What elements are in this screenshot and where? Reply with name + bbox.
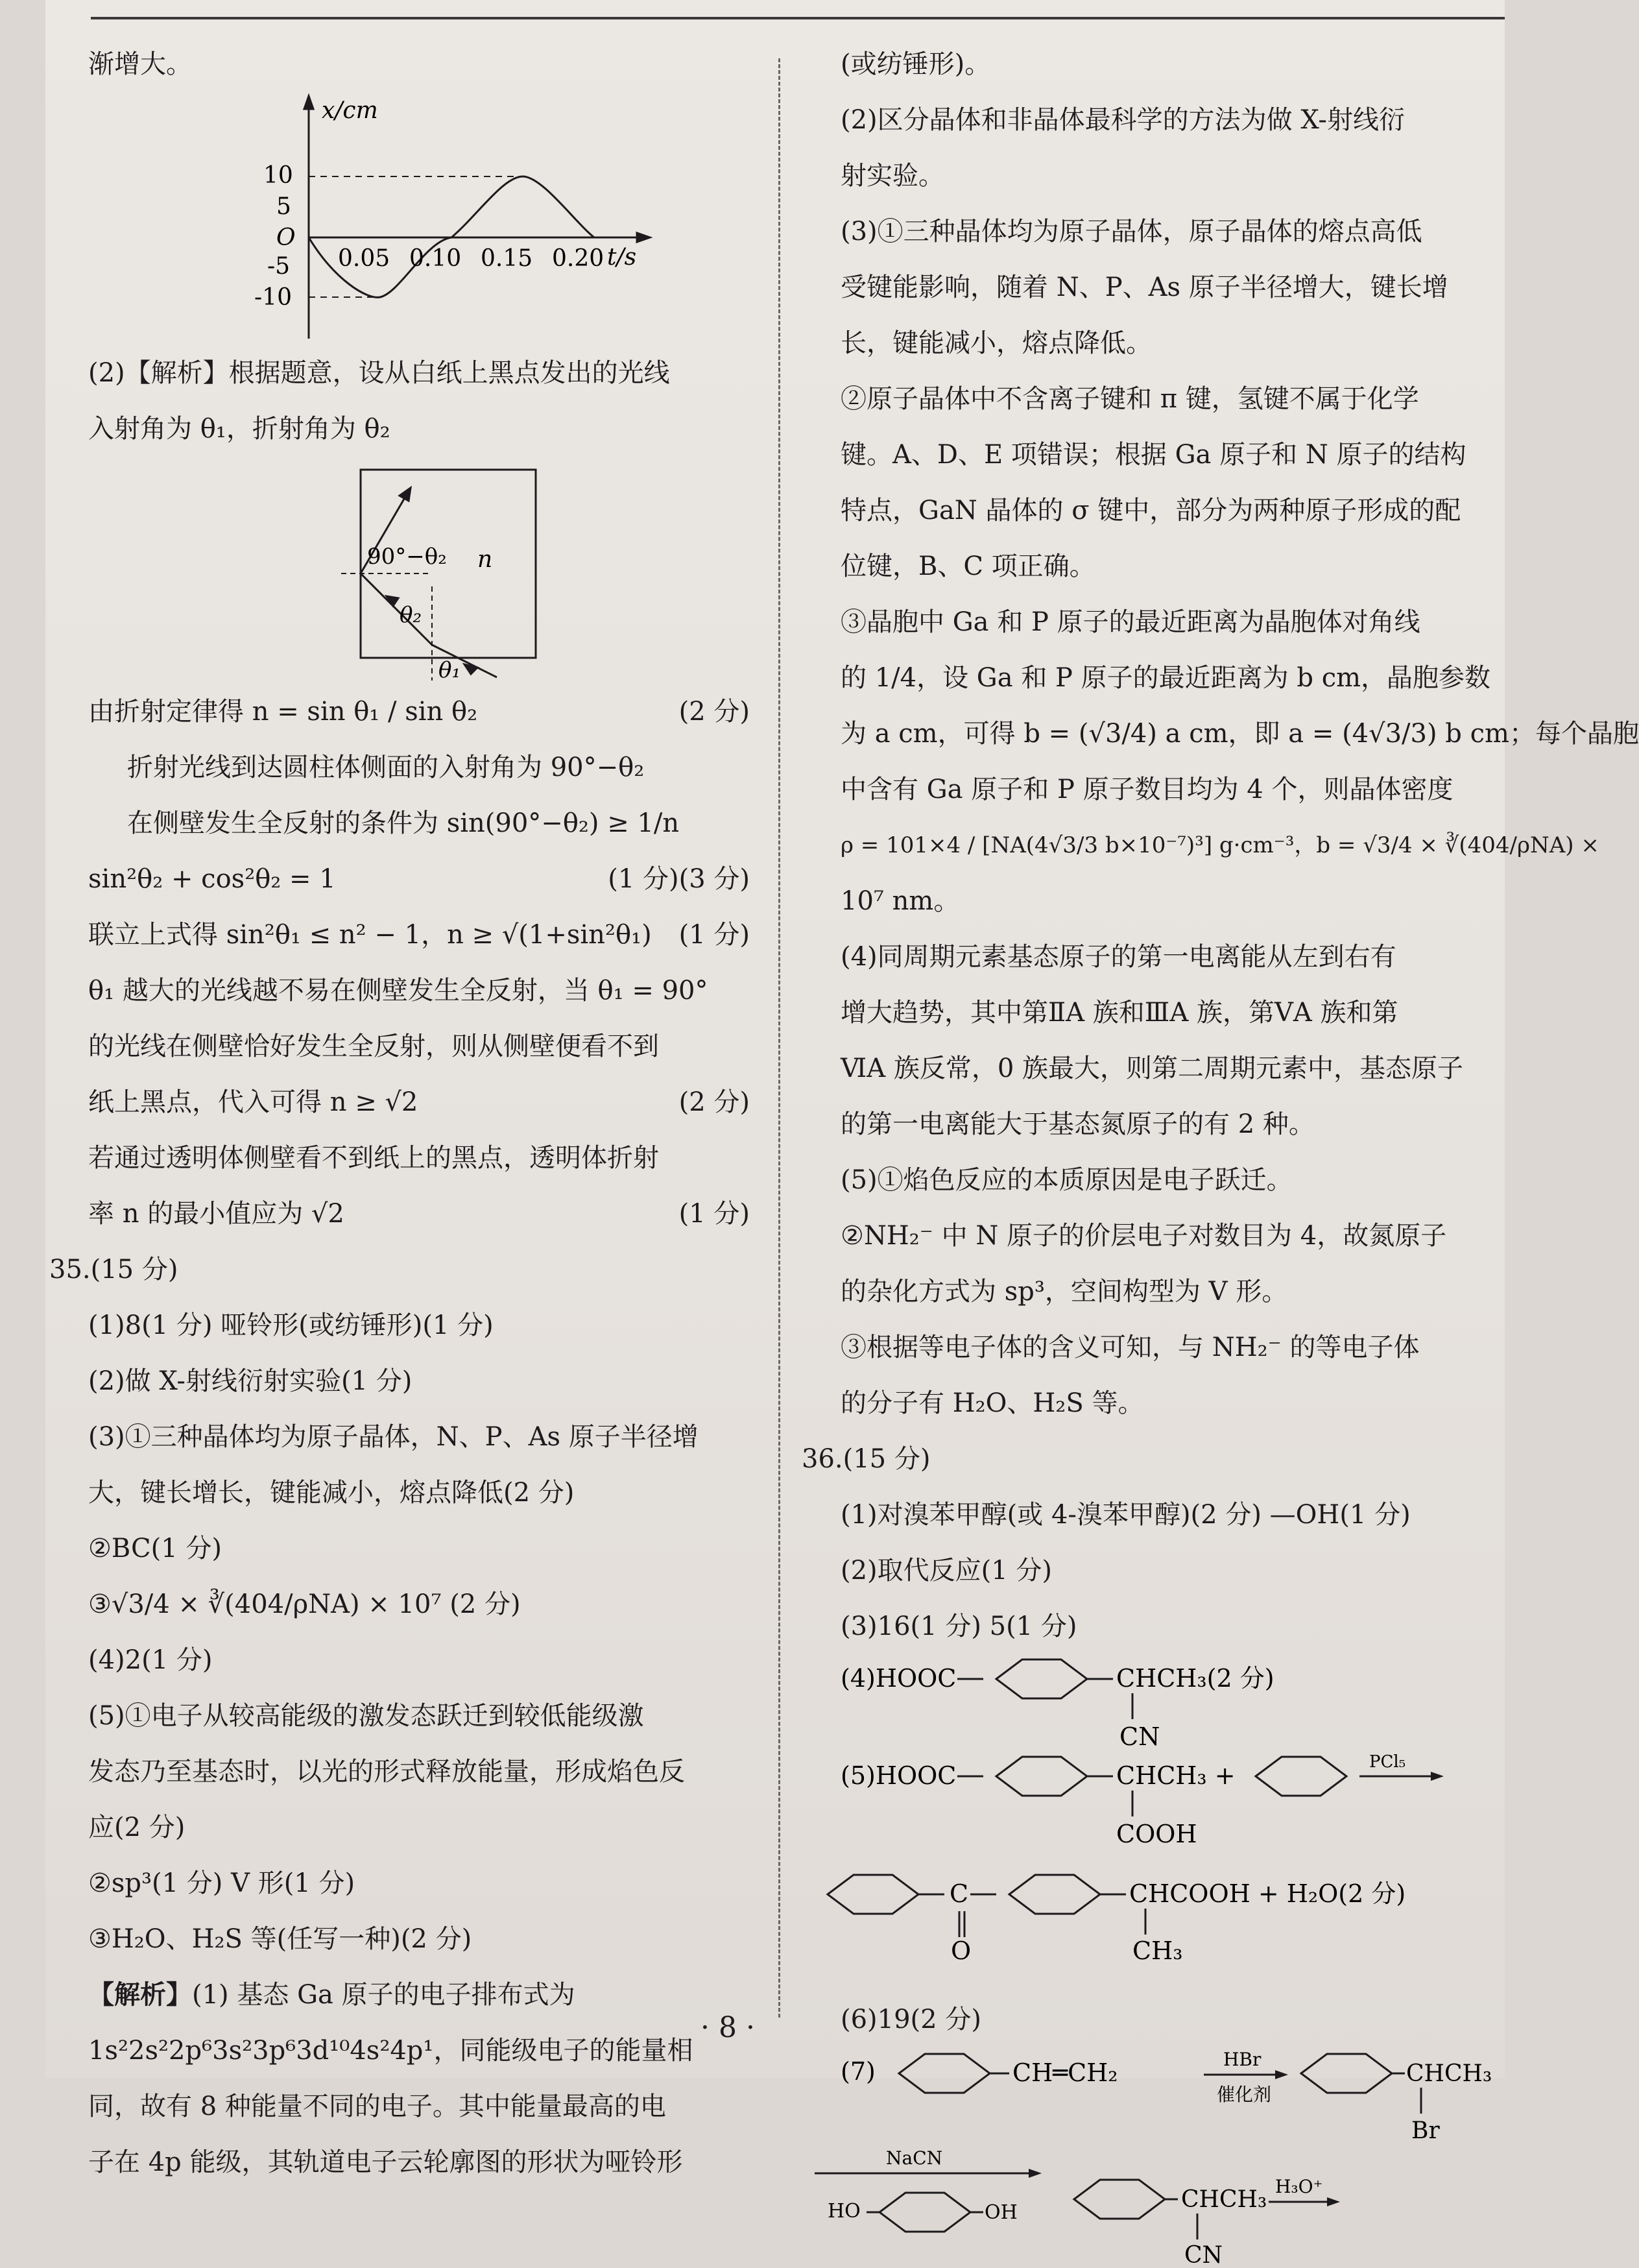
line: 36.(15 分) bbox=[802, 1444, 931, 1474]
structure-7a bbox=[802, 2047, 1492, 2145]
line: 大，键长增长，键能减小，熔点降低(2 分) bbox=[88, 1478, 575, 1508]
line: ②sp³(1 分) V 形(1 分) bbox=[88, 1868, 355, 1898]
line: (2)做 X-射线衍射实验(1 分) bbox=[88, 1366, 413, 1396]
chem-text: O bbox=[951, 1936, 972, 1965]
line: 入射角为 θ₁，折射角为 θ₂ bbox=[88, 414, 390, 444]
chem-text: OH bbox=[985, 2201, 1018, 2224]
line: ②BC(1 分) bbox=[88, 1534, 222, 1563]
chem-text: (4)HOOC bbox=[841, 1664, 957, 1693]
chem-text: CHCH₃ + bbox=[1116, 1761, 1236, 1790]
y-axis-label: x/cm bbox=[322, 97, 378, 124]
reagent-label: NaCN bbox=[886, 2147, 943, 2169]
chem-text: (5)HOOC bbox=[841, 1761, 957, 1790]
line: 长，键能减小，熔点降低。 bbox=[841, 328, 1152, 358]
theta2-label: θ₂ bbox=[400, 602, 422, 628]
structure-5b bbox=[802, 1862, 1476, 1992]
line: 折射光线到达圆柱体侧面的入射角为 90°−θ₂ bbox=[127, 753, 645, 782]
line: 的分子有 H₂O、H₂S 等。 bbox=[841, 1388, 1144, 1418]
y-tick: 5 bbox=[276, 193, 291, 220]
index-label: n bbox=[477, 546, 493, 573]
angle-label: 90°−θ₂ bbox=[367, 544, 447, 570]
top-rule bbox=[91, 17, 1505, 19]
line: 10⁷ nm。 bbox=[841, 886, 960, 916]
line: 同，故有 8 种能量不同的电子。其中能量最高的电 bbox=[88, 2092, 666, 2121]
oscillation-graph bbox=[88, 92, 659, 345]
line: (5)①电子从较高能级的激发态跃迁到较低能级激 bbox=[88, 1701, 644, 1731]
line: 联立上式得 sin²θ₁ ≤ n² − 1，n ≥ √(1+sin²θ₁) (1 分) bbox=[88, 920, 750, 950]
line: 在侧壁发生全反射的条件为 sin(90°−θ₂) ≥ 1/n bbox=[127, 808, 680, 838]
reagent-label: PCl₅ bbox=[1369, 1752, 1406, 1772]
line: (4)2(1 分) bbox=[88, 1645, 213, 1675]
line: ③根据等电子体的含义可知，与 NH₂⁻ 的等电子体 bbox=[841, 1333, 1420, 1362]
structure-4 bbox=[802, 1654, 1476, 1752]
line: 的杂化方式为 sp³，空间构型为 V 形。 bbox=[841, 1277, 1288, 1307]
line: 35.(15 分) bbox=[49, 1255, 178, 1285]
structure-5a bbox=[802, 1752, 1476, 1862]
line: 纸上黑点，代入可得 n ≥ √2 (2 分) bbox=[88, 1087, 750, 1117]
chem-text: (7) bbox=[841, 2057, 876, 2086]
reagent-label: H₃O⁺ bbox=[1275, 2176, 1323, 2197]
line: (6)19(2 分) bbox=[841, 2005, 981, 2034]
line: 增大趋势，其中第ⅡA 族和ⅢA 族，第ⅤA 族和第 bbox=[841, 998, 1398, 1028]
line: (3)①三种晶体均为原子晶体，原子晶体的熔点高低 bbox=[841, 217, 1422, 247]
line: ②NH₂⁻ 中 N 原子的价层电子对数目为 4，故氮原子 bbox=[841, 1221, 1447, 1251]
y-tick: 10 bbox=[263, 162, 293, 189]
line: 若通过透明体侧壁看不到纸上的黑点，透明体折射 bbox=[88, 1143, 659, 1173]
line: 1s²2s²2p⁶3s²3p⁶3d¹⁰4s²4p¹，同能级电子的能量相 bbox=[88, 2036, 693, 2066]
x-axis-label: t/s bbox=[607, 244, 637, 271]
benzene-ring bbox=[899, 2054, 990, 2093]
chem-text: C bbox=[950, 1879, 969, 1908]
line: ρ = 101×4 / [NA(4√3/3 b×10⁻⁷)³] g·cm⁻³，b = √3/4 × ∛(404/ρNA) × bbox=[841, 832, 1599, 858]
benzene-ring bbox=[1301, 2054, 1392, 2093]
y-tick: -10 bbox=[254, 284, 292, 311]
y-tick: O bbox=[276, 224, 296, 251]
line: 由折射定律得 n = sin θ₁ / sin θ₂ (2 分) bbox=[88, 697, 750, 727]
structure-7b bbox=[802, 2145, 1476, 2268]
x-tick: 0.15 bbox=[481, 245, 533, 272]
line: 的第一电离能大于基态氮原子的有 2 种。 bbox=[841, 1109, 1315, 1139]
line: (1)对溴苯甲醇(或 4-溴苯甲醇)(2 分) —OH(1 分) bbox=[841, 1500, 1411, 1530]
benzene-ring bbox=[996, 1757, 1087, 1796]
chem-text: COOH bbox=[1116, 1820, 1197, 1848]
line: ③H₂O、H₂S 等(任写一种)(2 分) bbox=[88, 1924, 472, 1954]
line: ③√3/4 × ∛(404/ρNA) × 10⁷ (2 分) bbox=[88, 1589, 521, 1619]
line: (1)8(1 分) 哑铃形(或纺锤形)(1 分) bbox=[88, 1310, 494, 1340]
chem-text: Br bbox=[1411, 2117, 1440, 2144]
benzene-ring bbox=[879, 2193, 970, 2232]
line: (2)取代反应(1 分) bbox=[841, 1556, 1053, 1586]
graph-axes bbox=[304, 96, 650, 339]
line: 的光线在侧壁恰好发生全反射，则从侧壁便看不到 bbox=[88, 1031, 659, 1061]
line: 受键能影响，随着 N、P、As 原子半径增大，键长增 bbox=[841, 272, 1448, 302]
chem-text: CH₃ bbox=[1132, 1936, 1183, 1965]
line: sin²θ₂ + cos²θ₂ = 1 (1 分) bbox=[88, 864, 679, 894]
chem-text: CHCOOH + H₂O(2 分) bbox=[1129, 1879, 1406, 1908]
line: ③晶胞中 Ga 和 P 原子的最近距离为晶胞体对角线 bbox=[841, 607, 1420, 637]
chem-text: CHCH₃(2 分) bbox=[1116, 1664, 1274, 1693]
line: 发态乃至基态时，以光的形式释放能量，形成焰色反 bbox=[88, 1757, 685, 1787]
line: 率 n 的最小值应为 √2 (1 分) bbox=[88, 1199, 750, 1229]
line: 射实验。 bbox=[841, 161, 944, 191]
right-column bbox=[802, 36, 1639, 2268]
x-tick: 0.05 bbox=[338, 245, 390, 272]
left-column: 渐增大。 x/cm t/s 10 5 O -5 -10 0.05 0.10 0.15 0.20 (2)【解析】根据题意，设从白纸上黑点发出的光线 入射角为 θ₁，折射角为 θ₂ 90°−θ₂ n θ₂ θ₁ 由折射定律得 n = sin θ₁ / sin θ₂ (2 分) 折射光线到达圆柱体侧面的入射角为 90°−θ₂ 在侧壁发生全反射的条件为 sin(90°−θ₂) ≥ 1/n (3 分) sin²θ₂ + cos²θ₂ = 1 (1 分) 联立上式得 sin²θ₁ ≤ n² − 1，n ≥ √(1+sin²θ₁) (1 分) θ₁ 越大的光线越不易在侧壁发生全反射，当 θ₁ = 90° 的光线在侧壁恰好发生全反射，则从侧壁便看不到 纸上黑点，代入可得 n ≥ √2 (2 分) 若通过透明体侧壁看不到纸上的黑点，透明体折射 率 n 的最小值应为 √2 (1 分) 35.(15 分) (1)8(1 分) 哑铃形(或纺锤形)(1 分) (2)做 X-射线衍射实验(1 分) (3)①三种晶体均为原子晶体，N、P、As 原子半径增 大，键长增长，键能减小，熔点降低(2 分) ②BC(1 分) ③√3/4 × ∛(404/ρNA) × 10⁷ (2 分) (4)2(1 分) (5)①电子从较高能级的激发态跃迁到较低能级激 发态乃至基态时，以光的形式释放能量，形成焰色反 应(2 分) ②sp³(1 分) V 形(1 分) ③H₂O、H₂S 等(任写一种)(2 分) 【解析】(1) 基态 Ga 原子的电子排布式为 1s²2s²2p⁶3s²3p⁶3d¹⁰4s²4p¹，同能级电子的能量相 同，故有 8 种能量不同的电子。其中能量最高的电 子在 4p 能级，其轨道电子云轮廓图的形状为哑铃形 bbox=[88, 36, 750, 2190]
x-tick: 0.10 bbox=[409, 245, 462, 272]
reagent-label: HBr bbox=[1223, 2049, 1262, 2070]
line: θ₁ 越大的光线越不易在侧壁发生全反射，当 θ₁ = 90° bbox=[88, 976, 708, 1006]
line: ②原子晶体中不含离子键和 π 键，氢键不属于化学 bbox=[841, 384, 1419, 414]
benzene-ring bbox=[996, 1659, 1087, 1698]
chem-text: CN bbox=[1119, 1722, 1160, 1751]
page-number: · 8 · bbox=[700, 2011, 755, 2044]
line: 位键，B、C 项正确。 bbox=[841, 551, 1095, 581]
x-tick: 0.20 bbox=[552, 245, 604, 272]
chem-text: HO bbox=[828, 2200, 861, 2223]
line: ⅥA 族反常，0 族最大，则第二周期元素中，基态原子 bbox=[841, 1054, 1463, 1083]
line: 应(2 分) bbox=[88, 1813, 185, 1842]
line: 特点，GaN 晶体的 σ 键中，部分为两种原子形成的配 bbox=[841, 496, 1461, 525]
line: 的 1/4，设 Ga 和 P 原子的最近距离为 b cm，晶胞参数 bbox=[841, 663, 1491, 693]
column-divider bbox=[778, 58, 780, 2018]
line: (5)①焰色反应的本质原因是电子跃迁。 bbox=[841, 1165, 1293, 1195]
chem-text: CHCH₃ bbox=[1406, 2060, 1492, 2087]
line: 为 a cm，可得 b = (√3/4) a cm，即 a = (4√3/3) b cm；每个晶胞 bbox=[841, 719, 1639, 749]
line: 子在 4p 能级，其轨道电子云轮廓图的形状为哑铃形 bbox=[88, 2147, 683, 2177]
line: 中含有 Ga 原子和 P 原子数目均为 4 个，则晶体密度 bbox=[841, 775, 1454, 804]
benzene-ring bbox=[1009, 1875, 1100, 1914]
reagent-label: 催化剂 bbox=[1217, 2084, 1272, 2105]
line: (或纺锤形)。 bbox=[841, 49, 991, 79]
chem-text: CHCH₃ bbox=[1181, 2186, 1267, 2213]
line: 渐增大。 bbox=[88, 49, 192, 79]
refraction-figure bbox=[88, 457, 659, 684]
chem-text: CN bbox=[1184, 2242, 1223, 2268]
benzene-ring bbox=[1074, 2180, 1165, 2219]
line: (4)同周期元素基态原子的第一电离能从左到右有 bbox=[841, 942, 1396, 972]
line: (2)【解析】根据题意，设从白纸上黑点发出的光线 bbox=[88, 358, 670, 388]
benzene-ring bbox=[1256, 1757, 1346, 1796]
chem-text: CH═CH₂ bbox=[1012, 2058, 1118, 2087]
y-tick: -5 bbox=[267, 253, 291, 280]
line: (3)①三种晶体均为原子晶体，N、P、As 原子半径增 bbox=[88, 1422, 699, 1452]
line: (2)区分晶体和非晶体最科学的方法为做 X-射线衍 bbox=[841, 105, 1405, 135]
benzene-ring bbox=[828, 1875, 918, 1914]
line: 【解析】(1) 基态 Ga 原子的电子排布式为 bbox=[88, 1979, 575, 2010]
theta1-label: θ₁ bbox=[438, 657, 461, 683]
line: (3)16(1 分) 5(1 分) bbox=[841, 1611, 1077, 1641]
line: 键。A、D、E 项错误；根据 Ga 原子和 N 原子的结构 bbox=[841, 440, 1466, 470]
